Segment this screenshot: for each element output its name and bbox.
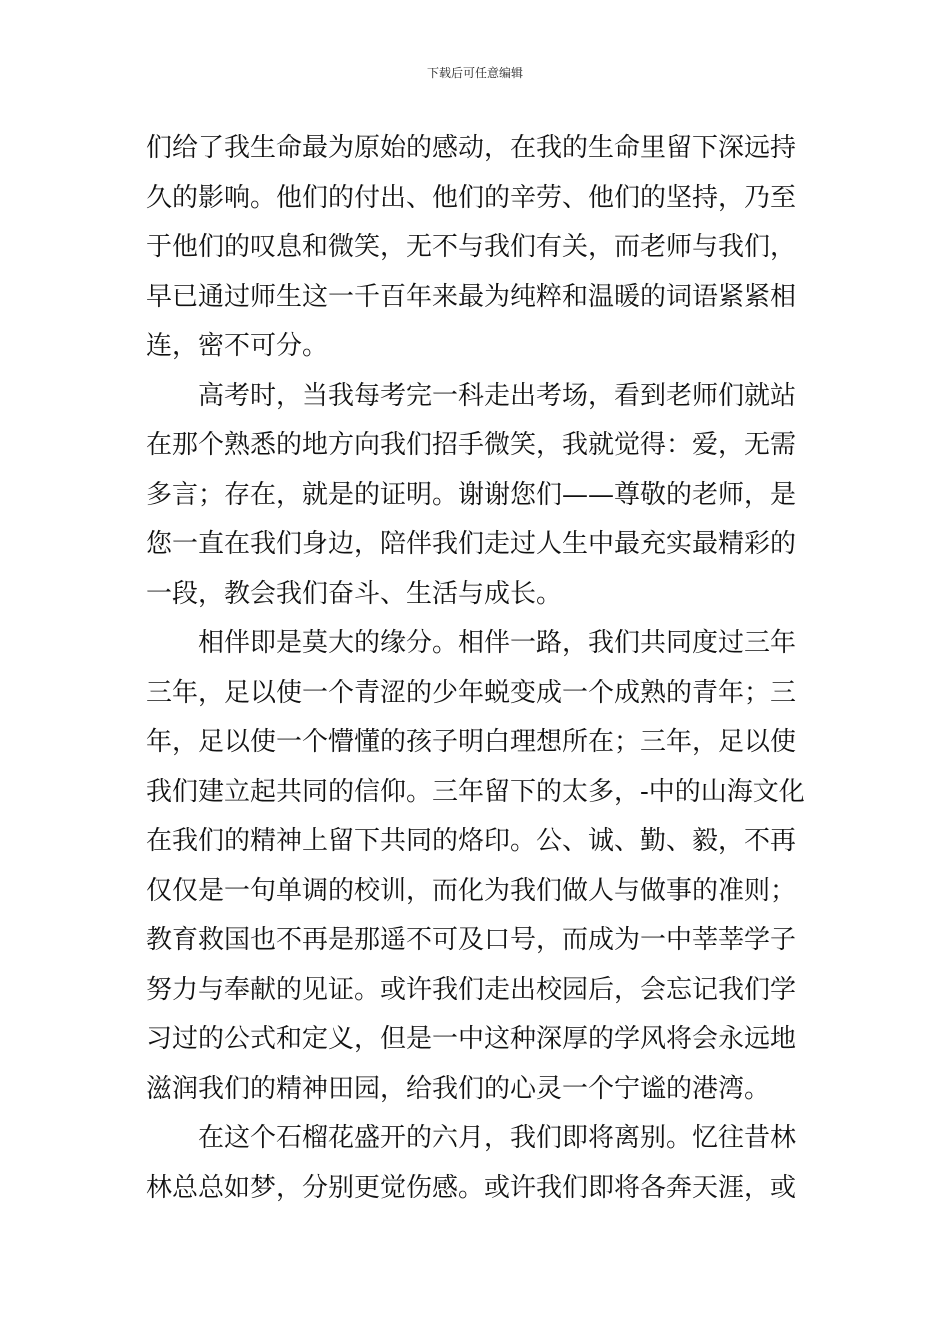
text-line: 林总总如梦，分别更觉伤感。或许我们即将各奔天涯，或 xyxy=(146,1172,797,1203)
text-line: 三年，足以使一个青涩的少年蜕变成一个成熟的青年；三 xyxy=(146,677,797,708)
text-line: 们给了我生命最为原始的感动，在我的生命里留下深远持 xyxy=(146,133,797,163)
text-line: 仅仅是一句单调的校训，而化为我们做人与做事的准则； xyxy=(146,875,797,906)
text-line: 多言；存在，就是的证明。谢谢您们——尊敬的老师，是 xyxy=(146,479,797,510)
text-line: 习过的公式和定义，但是一中这种深厚的学风将会永远地 xyxy=(146,1024,797,1054)
text-line: 于他们的叹息和微笑，无不与我们有关，而老师与我们， xyxy=(146,232,797,262)
text-line: 教育救国也不再是那遥不可及口号，而成为一中莘莘学子 xyxy=(146,925,797,955)
text-line: 在这个石榴花盛开的六月，我们即将离别。忆往昔林 xyxy=(146,1123,797,1153)
text-line: 我们建立起共同的信仰。三年留下的太多，-中的山海文化 xyxy=(146,776,805,807)
text-line: 在那个熟悉的地方向我们招手微笑，我就觉得：爱，无需 xyxy=(146,430,797,460)
text-line: 在我们的精神上留下共同的烙印。公、诚、勤、毅，不再 xyxy=(146,826,797,856)
text-line: 一段，教会我们奋斗、生活与成长。 xyxy=(146,578,563,609)
document-body xyxy=(146,124,810,1213)
text-line: 早已通过师生这一千百年来最为纯粹和温暖的词语紧紧相 xyxy=(146,281,797,312)
text-line: 久的影响。他们的付出、他们的辛劳、他们的坚持，乃至 xyxy=(146,182,797,213)
text-line: 滋润我们的精神田园，给我们的心灵一个宁谧的港湾。 xyxy=(146,1073,771,1104)
text-line: 努力与奉献的见证。或许我们走出校园后，会忘记我们学 xyxy=(146,974,797,1005)
text-line: 连，密不可分。 xyxy=(146,331,329,361)
text-line: 您一直在我们身边，陪伴我们走过人生中最充实最精彩的 xyxy=(146,529,797,559)
page-header: 下载后可任意编辑 xyxy=(426,66,523,80)
text-line: 高考时，当我每考完一科走出考场，看到老师们就站 xyxy=(146,380,797,411)
text-line: 年，足以使一个懵懂的孩子明白理想所在；三年，足以使 xyxy=(146,727,797,757)
text-line: 相伴即是莫大的缘分。相伴一路，我们共同度过三年 xyxy=(146,628,797,658)
